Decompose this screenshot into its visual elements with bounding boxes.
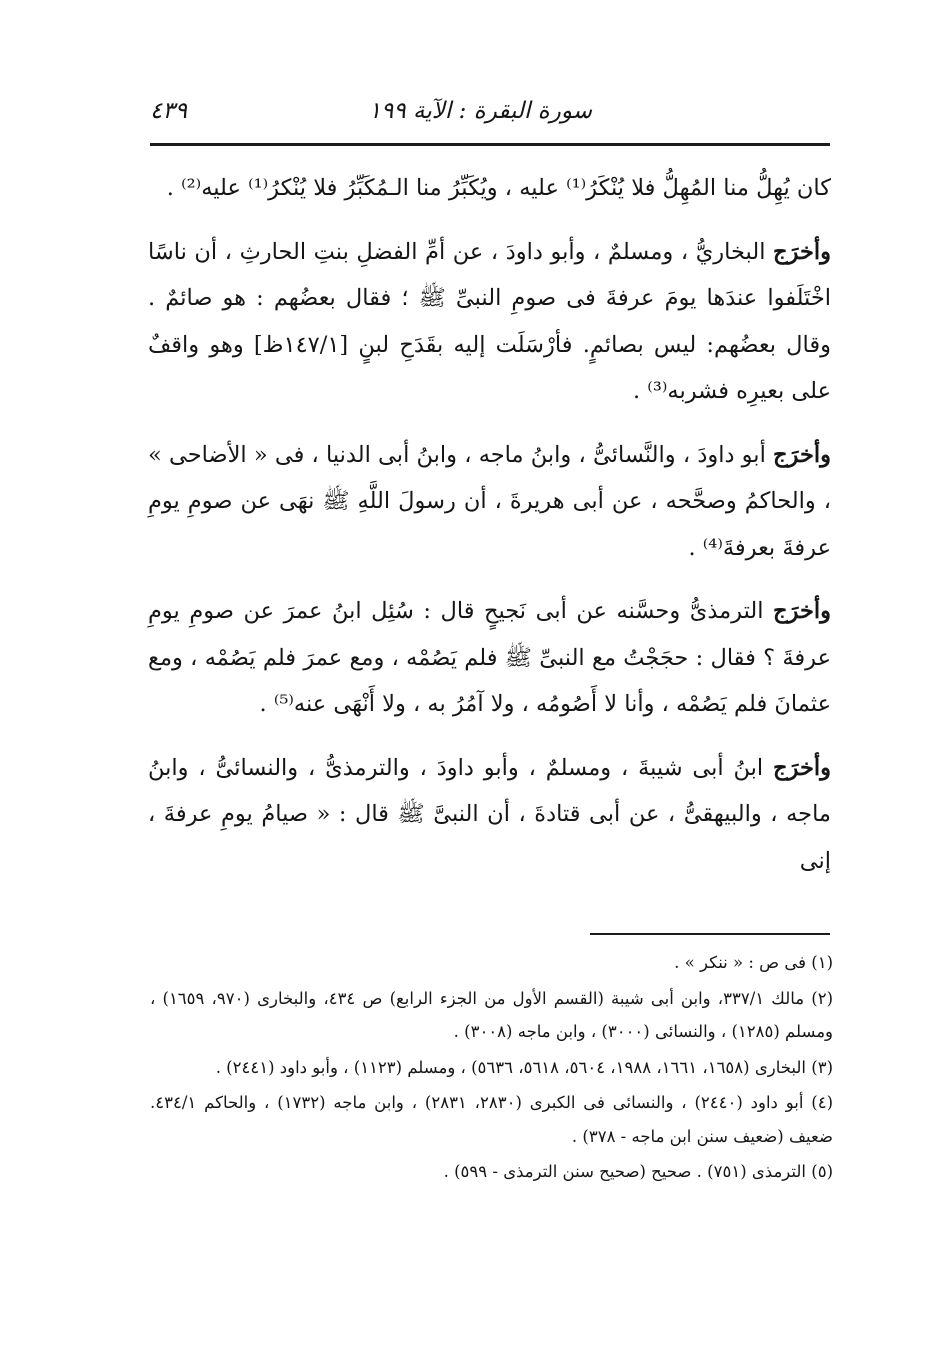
page-number: ٤٣٩ <box>150 98 188 124</box>
paragraph-lead: وأخرَج <box>773 598 831 624</box>
paragraph-lead: وأخرَج <box>773 238 831 265</box>
footnote-5: (٥) الترمذى (٧٥١) . صحيح (صحيح سنن الترمذى - ٥٩٩) . <box>443 1162 833 1181</box>
paragraph-1 <box>148 165 831 212</box>
paragraph-text: أبو داودَ ، والنَّسائىُّ ، وابنُ ماجه ، وابنُ أبى الدنيا ، فى « الأضاحى » ، والحاكمُ وصحَّحه ، عن أبى هريرةَ ، أن رسولَ اللَّهِ ﷺ نهَى عن صومِ يومِ عرفةَ بعرفةَ⁽⁴⁾ . <box>148 441 831 561</box>
footnote-1: (١) فى ص : « ننكر » . <box>674 953 833 972</box>
footnote-2: (٢) مالك ٣٣٧/١، وابن أبى شيبة (القسم الأول من الجزء الرابع) ص ٤٣٤، والبخارى (٩٧٠، ١٦٥٩) ، ومسلم (١٢٨٥) ، والنسائى (٣٠٠٠) ، وابن ماجه (٣٠٠٨) . <box>150 988 834 1041</box>
page-header <box>150 92 830 132</box>
paragraph-5 <box>148 745 831 885</box>
header-divider <box>150 143 830 146</box>
paragraph-2 <box>148 229 831 415</box>
paragraph-3 <box>148 432 831 572</box>
paragraph-4 <box>148 588 831 728</box>
paragraph-text: الترمذىُّ وحسَّنه عن أبى نَجيحٍ قال : سُئِل ابنُ عمرَ عن صومِ يومِ عرفةَ ؟ فقال : حجَجْتُ مع النبىِّ ﷺ فلم يَصُمْه ، ومع عمرَ فلم يَصُمْه ، ومع عثمانَ فلم يَصُمْه ، وأنا لا أَصُومُه ، ولا آمُرُ به ، ولا أَنْهَى عنه⁽⁵⁾ . <box>148 598 831 717</box>
paragraph-lead: وأخرَج <box>773 441 831 468</box>
paragraph-text: كان يُهِلُّ منا المُهِلُّ فلا يُنْكَرُ⁽¹⁾ عليه ، ويُكَبِّرُ منا الـمُكَبِّرُ فلا يُنْكرُ⁽¹⁾ عليه⁽²⁾ . <box>166 175 831 201</box>
paragraph-text: ابنُ أبى شيبةَ ، ومسلمٌ ، وأبو داودَ ، والترمذىُّ ، والنسائىُّ ، وابنُ ماجه ، والبيهقىُّ ، عن أبى قتادةَ ، أن النبىَّ ﷺ قال : « صيامُ يومِ عرفةَ ، إنى <box>148 754 831 874</box>
footnotes <box>150 946 833 1191</box>
running-title: سورة البقرة : الآية ١٩٩ <box>368 98 592 124</box>
paragraph-lead: وأخرَج <box>773 754 831 781</box>
paragraph-text: البخاريُّ ، ومسلمٌ ، وأبو داودَ ، عن أمِّ الفضلِ بنتِ الحارثِ ، أن ناسًا اخْتَلَفوا عندَها يومَ عرفةَ فى صومِ النبىِّ ﷺ ؛ فقال بعضُهم : هو صائمٌ . وقال بعضُهم: ليس بصائمٍ. فأرْسَلَت إليه بقَدَحِ لبنٍ [١٤٧/١ظ] وهو واقفٌ على بعيرِه فشربه⁽³⁾ . <box>148 238 831 404</box>
footnote-3: (٣) البخارى (١٦٥٨، ١٦٦١، ١٩٨٨، ٥٦٠٤، ٥٦١٨، ٥٦٣٦) ، ومسلم (١١٢٣) ، وأبو داود (٢٤٤١) . <box>215 1057 833 1077</box>
footnote-divider <box>590 933 830 935</box>
footnote-4: (٤) أبو داود (٢٤٤٠) ، والنسائى فى الكبرى (٢٨٣٠، ٢٨٣١) ، وابن ماجه (١٧٣٢) ، والحاكم ٤٣٤/١. ضعيف (ضعيف سنن ابن ماجه - ٣٧٨) . <box>150 1093 834 1146</box>
main-text <box>148 165 831 901</box>
